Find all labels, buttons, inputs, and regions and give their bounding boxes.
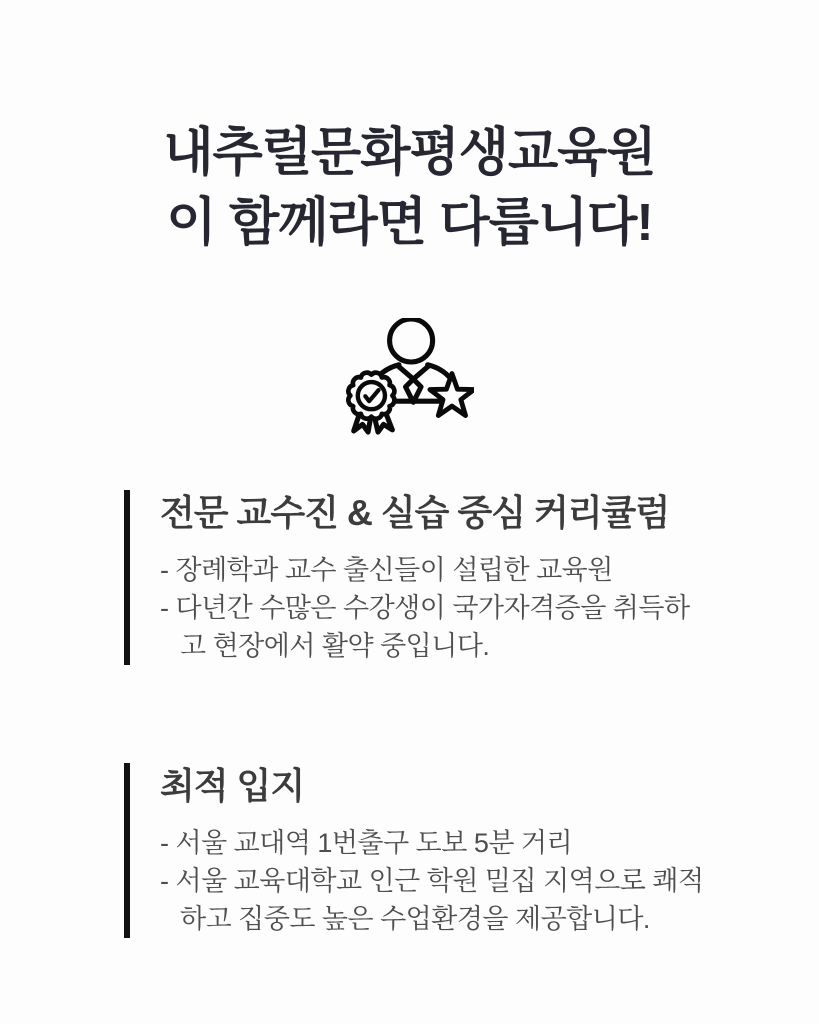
section-curriculum-heading: 전문 교수진 & 실습 중심 커리큘럼 <box>160 492 670 533</box>
bullet-item: - 다년간 수많은 수강생이 국가자격증을 취득하고 현장에서 활약 중입니다. <box>160 593 690 661</box>
page-title-line1: 내추럴문화평생교육원 <box>163 124 656 182</box>
bullet-item: - 서울 교육대학교 인근 학원 밀집 지역으로 쾌적하고 집중도 높은 수업환경을 제공합니다. <box>160 866 704 934</box>
section-curriculum-bullets <box>160 551 708 665</box>
page-title-line2: 이 함께라면 다릅니다! <box>166 194 653 252</box>
badge-icon-container <box>0 318 819 438</box>
bullet-item: - 서울 교대역 1번출구 도보 5분 거리 <box>160 828 573 858</box>
bullet-item: - 장례학과 교수 출신들이 설립한 교육원 <box>160 555 613 585</box>
section-location-heading: 최적 입지 <box>160 765 305 806</box>
section-location-bullets <box>160 824 708 938</box>
section-curriculum <box>124 490 759 665</box>
certified-person-icon <box>346 318 474 438</box>
page-title <box>0 118 819 258</box>
section-location <box>124 763 759 938</box>
